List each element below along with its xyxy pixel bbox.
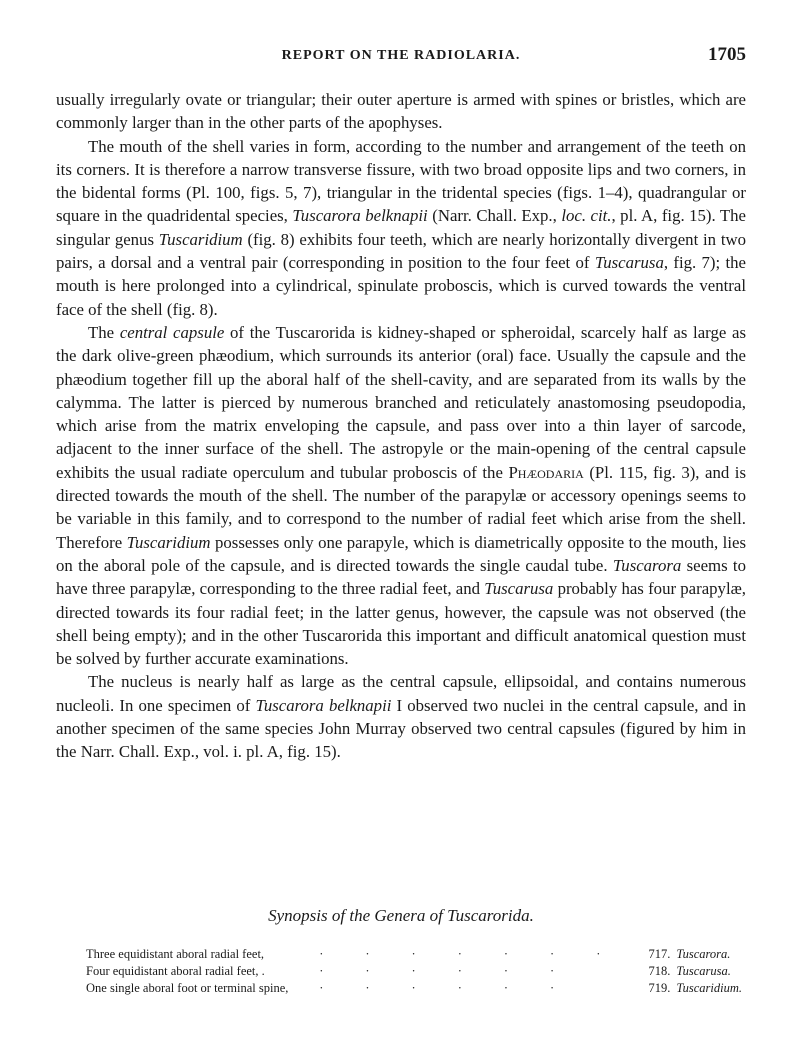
synopsis-description: Three equidistant aboral radial feet,: [86, 947, 265, 961]
text-run: (Pl. 115, fig. 3), and is directed towards the mouth of the shell. The number of the parapylæ or accessory openings seems to be variable in this family, and to correspond to the number of radial feet which arise from the shell. Therefore: [56, 462, 746, 552]
italic-genus-name: Tuscarora: [612, 555, 682, 575]
italic-citation: loc. cit.: [561, 206, 612, 226]
synopsis-row: [86, 963, 742, 980]
italic-genus-name: Tuscarusa: [594, 253, 664, 273]
italic-species-name: Tuscarora belknapii: [292, 206, 428, 226]
dot-leader: ·······: [319, 947, 643, 961]
synopsis-description: One single aboral foot or terminal spine,: [86, 981, 289, 995]
text-run: The nucleus is nearly half as large as the central capsule, ellipsoidal, and contains numerous nucleoli. In one specimen of: [56, 672, 746, 715]
genus-name: Tuscarora.: [676, 947, 731, 961]
text-run: , fig. 7); the mouth is here prolonged into a cylindrical, spinulate proboscis, which is curved towards the ventral face of the shell (fig. 8).: [56, 253, 746, 319]
text-run: , pl. A, fig. 15). The singular genus: [56, 206, 747, 249]
italic-genus-name: Tuscaridium: [126, 532, 211, 552]
small-caps-term: Phæodaria: [508, 462, 584, 482]
synopsis-row: [86, 980, 742, 997]
synopsis-description: Four equidistant aboral radial feet, .: [86, 964, 265, 978]
text-run: possesses only one parapyle, which is diametrically opposite to the mouth, lies on the aboral pole of the capsule, and is directed towards the single caudal tube.: [56, 532, 746, 575]
text-run: I observed two nuclei in the central capsule, and in another specimen of the same species John Murray observed two central capsules (figured by him in the Narr. Chall. Exp., vol. i. pl. A, fig. 15).: [56, 695, 746, 762]
text-run: (fig. 8) exhibits four teeth, which are nearly horizontally divergent in two pairs, a dorsal and a ventral pair (corresponding in position to the four feet of: [56, 229, 746, 273]
text-run: probably has four parapylæ, directed towards its four radial feet; in the latter genus, however, the capsule was not observed (the shell being empty); and in the other Tuscarorida this important and difficult anatomical question must be solved by further accurate examinations.: [56, 579, 746, 669]
synopsis-row: [86, 946, 742, 963]
genus-number: 717.: [648, 947, 671, 961]
italic-species-name: Tuscarora belknapii: [255, 695, 392, 715]
italic-genus-name: Tuscaridium: [158, 229, 243, 249]
text-run: (Narr. Chall. Exp.,: [427, 206, 562, 226]
text-run: of the Tuscarorida is kidney-shaped or spheroidal, scarcely half as large as the dark olive-green phæodium, which surrounds its anterior (oral) face. Usually the capsule and the phæodium together fill up the aboral half of the shell-cavity, and are separated from its walls by the calymma. The latter is pierced by numerous branched and reticulately anastomosing pseudopodia, which arise from the matrix enveloping the capsule, and pass over into a thin layer of sarcode, adjacent to the inner surface of the shell. The astropyle or the main-opening of the central capsule exhibits the usual radiate operculum and tubular proboscis of the: [56, 322, 746, 482]
text-run: The mouth of the shell varies in form, according to the number and arrangement of the teeth on its corners. It is therefore a narrow transverse fissure, with two broad opposite lips and two corners, in the bidental forms (Pl. 100, figs. 5, 7), triangular in the tridental species (figs. 1–4), quadrangular or square in the quadridental species,: [56, 136, 746, 226]
dot-leader: ······: [319, 964, 597, 978]
genus-number: 719.: [648, 981, 671, 995]
paragraph-central-capsule: [56, 321, 746, 670]
italic-term: central capsule: [119, 322, 225, 342]
genus-number: 718.: [648, 964, 671, 978]
page-number: 1705: [708, 44, 746, 65]
synopsis-table: [86, 946, 742, 997]
paragraph-continued: [56, 88, 746, 135]
running-header: [56, 44, 746, 68]
body-text: [56, 88, 746, 764]
paragraph-nucleus: [56, 670, 746, 763]
synopsis-title: Synopsis of the Genera of Tuscarorida.: [268, 906, 534, 925]
dot-leader: ······: [319, 981, 597, 995]
italic-genus-name: Tuscarusa: [484, 579, 554, 599]
paragraph-mouth-of-shell: [56, 135, 746, 321]
text-run: seems to have three parapylæ, corresponding to the three radial feet, and: [56, 555, 746, 599]
text-run: The: [88, 322, 120, 342]
running-title: REPORT ON THE RADIOLARIA.: [281, 48, 521, 63]
text-run: usually irregularly ovate or triangular; their outer aperture is armed with spines or bristles, which are commonly larger than in the other parts of the apophyses.: [56, 90, 746, 133]
genus-name: Tuscaridium.: [676, 981, 742, 995]
genus-name: Tuscarusa.: [676, 964, 731, 978]
